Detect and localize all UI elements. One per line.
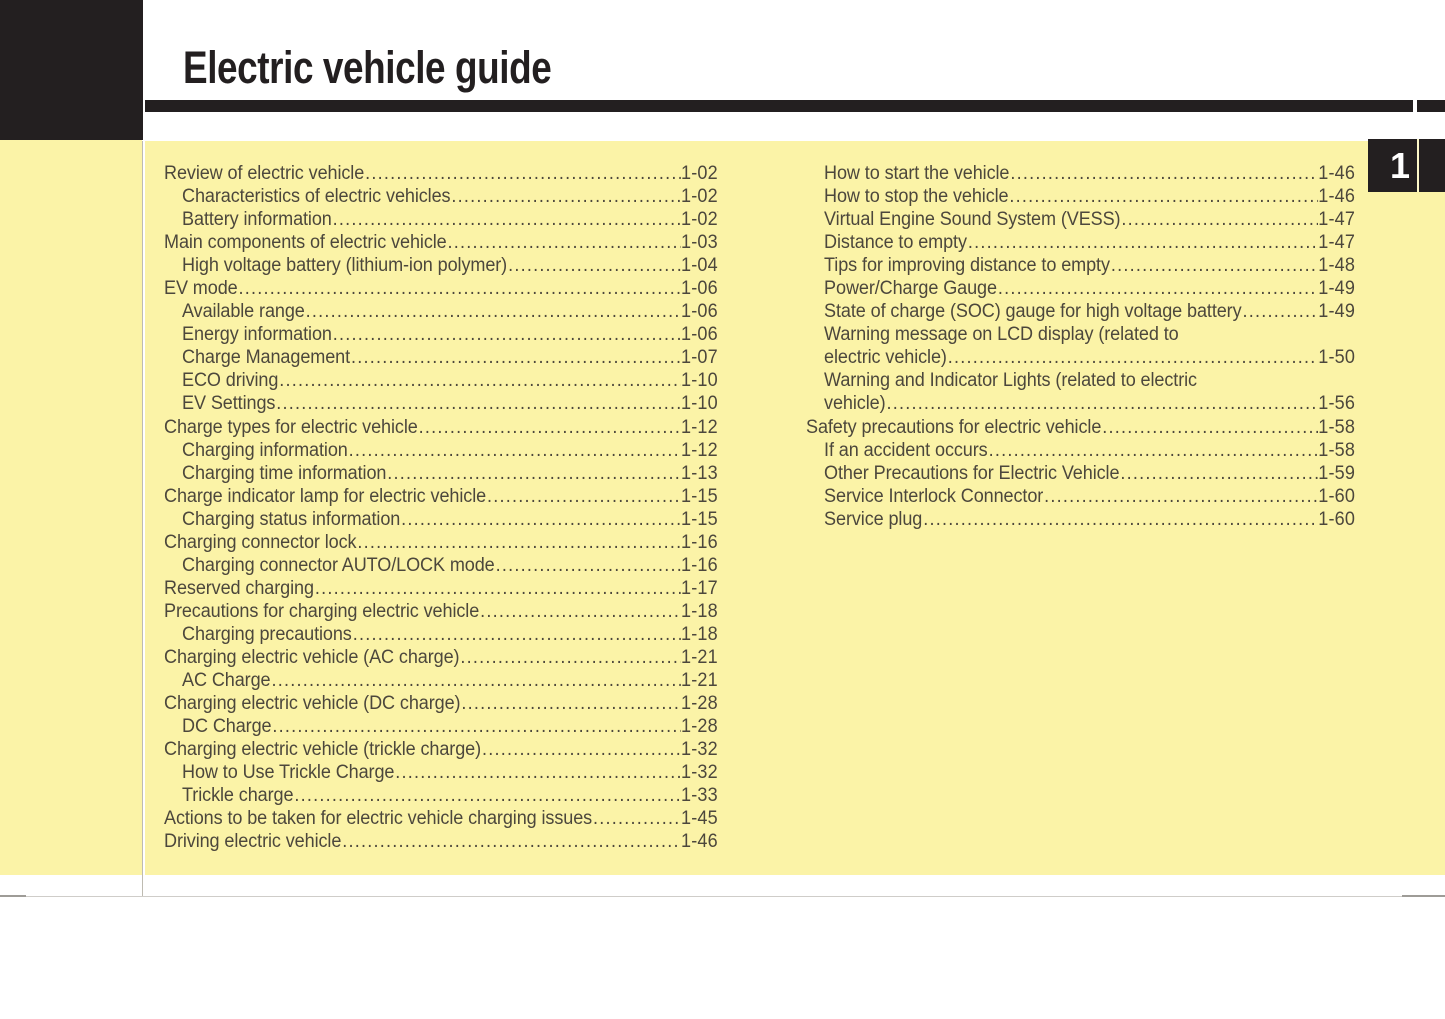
- toc-entry-label: How to Use Trickle Charge: [182, 762, 395, 784]
- toc-entry-page: 1-28: [680, 716, 718, 738]
- toc-entry-page: 1-47: [1318, 209, 1356, 231]
- toc-entry-leader: [341, 831, 681, 854]
- toc-entry-page: 1-60: [1318, 485, 1356, 507]
- toc-entry-leader: [947, 347, 1318, 370]
- toc-entry-label: Available range: [182, 301, 305, 323]
- toc-entry[interactable]: [164, 463, 718, 486]
- toc-entry-page: 1-06: [680, 301, 718, 323]
- toc-entry-leader: [1043, 486, 1318, 509]
- toc-entry-page: 1-02: [680, 209, 718, 231]
- toc-entry-label: Power/Charge Gauge: [824, 278, 997, 300]
- toc-entry[interactable]: [806, 324, 1355, 347]
- toc-entry-leader: [1009, 163, 1318, 186]
- toc-entry-page: 1-48: [1318, 255, 1356, 277]
- toc-entry-label: vehicle): [824, 393, 886, 415]
- toc-entry-page: 1-03: [680, 232, 718, 254]
- toc-entry-page: 1-21: [680, 646, 718, 668]
- footer-rule: [0, 896, 1445, 897]
- toc-entry[interactable]: [806, 301, 1355, 324]
- toc-entry-page: 1-10: [680, 370, 718, 392]
- toc-entry-label: Other Precautions for Electric Vehicle: [824, 462, 1120, 484]
- toc-entry-label: Charging status information: [182, 508, 401, 530]
- toc-entry[interactable]: [164, 831, 718, 854]
- toc-entry[interactable]: [806, 278, 1355, 301]
- toc-entry-leader: [885, 393, 1318, 416]
- left-margin-stripe: [0, 140, 142, 875]
- toc-entry[interactable]: [806, 440, 1355, 463]
- toc-entry-leader: [275, 393, 681, 416]
- page-title: Electric vehicle guide: [183, 42, 552, 93]
- toc-entry-label: ECO driving: [182, 370, 279, 392]
- toc-entry-label: Charging electric vehicle (DC charge): [164, 693, 461, 715]
- toc-entry-label: Tips for improving distance to empty: [824, 255, 1110, 277]
- toc-entry-leader: [481, 739, 681, 762]
- toc-entry-leader: [332, 209, 681, 232]
- toc-entry-page: 1-17: [680, 577, 718, 599]
- toc-entry[interactable]: [164, 301, 718, 324]
- toc-entry-leader: [1110, 255, 1318, 278]
- toc-entry-leader: [350, 347, 681, 370]
- toc-entry-page: 1-49: [1318, 278, 1356, 300]
- toc-entry-leader: [364, 163, 681, 186]
- toc-entry-leader: [332, 324, 681, 347]
- toc-entry-label: How to stop the vehicle: [824, 186, 1009, 208]
- toc-entry-page: 1-58: [1318, 416, 1356, 438]
- toc-entry-page: 1-02: [680, 186, 718, 208]
- toc-entry-page: 1-12: [680, 439, 718, 461]
- toc-entry[interactable]: [164, 647, 718, 670]
- toc-entry[interactable]: [164, 163, 718, 186]
- toc-entry-page: 1-15: [680, 485, 718, 507]
- toc-entry-page: 1-16: [680, 554, 718, 576]
- toc-entry[interactable]: [806, 347, 1355, 370]
- toc-entry[interactable]: [164, 555, 718, 578]
- toc-entry-leader: [1119, 463, 1318, 486]
- toc-entry[interactable]: [164, 232, 718, 255]
- toc-entry-label: How to start the vehicle: [824, 163, 1010, 184]
- toc-entry[interactable]: [164, 670, 718, 693]
- toc-entry[interactable]: [164, 532, 718, 555]
- toc-entry-page: 1-10: [680, 393, 718, 415]
- toc-entry-page: 1-06: [680, 324, 718, 346]
- title-rule-notch: [1413, 98, 1417, 114]
- toc-entry[interactable]: [806, 486, 1355, 509]
- toc-entry-page: 1-58: [1318, 439, 1356, 461]
- toc-entry-page: 1-50: [1318, 347, 1356, 369]
- toc-entry-page: 1-04: [680, 255, 718, 277]
- toc-entry[interactable]: [164, 347, 718, 370]
- toc-entry-label: EV mode: [164, 278, 238, 300]
- toc-entry-page: 1-18: [680, 623, 718, 645]
- toc-entry[interactable]: [164, 440, 718, 463]
- toc-entry[interactable]: [164, 624, 718, 647]
- toc-entry-label: Actions to be taken for electric vehicle charging issues: [164, 808, 593, 830]
- toc-entry-leader: [278, 370, 681, 393]
- toc-entry-label: Charging connector lock: [164, 531, 357, 553]
- toc-entry[interactable]: [806, 186, 1355, 209]
- toc-entry-leader: [967, 232, 1318, 255]
- toc-entry-label: EV Settings: [182, 393, 276, 415]
- toc-entry-label: Battery information: [182, 209, 332, 231]
- toc-entry[interactable]: [806, 255, 1355, 278]
- toc-entry[interactable]: [164, 278, 718, 301]
- toc-entry-leader: [479, 601, 681, 624]
- toc-entry-page: 1-59: [1318, 462, 1356, 484]
- toc-entry-leader: [447, 232, 681, 255]
- toc-entry-label: Safety precautions for electric vehicle: [806, 416, 1102, 438]
- toc-entry-leader: [460, 693, 681, 716]
- toc-entry[interactable]: [164, 393, 718, 416]
- toc-entry-page: 1-02: [680, 163, 718, 184]
- toc-entry-label: Warning and Indicator Lights (related to electric: [824, 370, 1197, 392]
- toc-entry[interactable]: [164, 417, 718, 440]
- chapter-tab-divider-line: [1417, 139, 1419, 192]
- toc-entry-label: Charging connector AUTO/LOCK mode: [182, 554, 495, 576]
- toc-entry-label: State of charge (SOC) gauge for high voltage battery: [824, 301, 1242, 323]
- toc-entry[interactable]: [164, 578, 718, 601]
- toc-entry[interactable]: [164, 785, 718, 808]
- toc-entry-leader: [495, 555, 681, 578]
- toc-entry-label: Virtual Engine Sound System (VESS): [824, 209, 1121, 231]
- toc-entry-leader: [507, 255, 681, 278]
- toc-entry-label: Review of electric vehicle: [164, 163, 365, 184]
- toc-entry-page: 1-49: [1318, 301, 1356, 323]
- toc-entry-label: Charge indicator lamp for electric vehicle: [164, 485, 487, 507]
- toc-entry-label: Driving electric vehicle: [164, 831, 342, 853]
- toc-entry-label: electric vehicle): [824, 347, 947, 369]
- toc-entry-leader: [271, 716, 680, 739]
- toc-entry-label: AC Charge: [182, 670, 271, 692]
- toc-entry[interactable]: [806, 417, 1355, 440]
- toc-entry-leader: [238, 278, 681, 301]
- toc-entry[interactable]: [164, 186, 718, 209]
- toc-entry-label: Characteristics of electric vehicles: [182, 186, 451, 208]
- toc-entry-label: Service plug: [824, 508, 923, 530]
- toc-entry[interactable]: [164, 370, 718, 393]
- chapter-tab: [1368, 139, 1445, 192]
- toc-entry[interactable]: [164, 808, 718, 831]
- toc-entry-page: 1-60: [1318, 508, 1356, 530]
- toc-entry-label: Charging time information: [182, 462, 387, 484]
- toc-entry-leader: [386, 463, 681, 486]
- column-divider-line: [142, 141, 143, 897]
- toc-entry[interactable]: [806, 370, 1355, 393]
- toc-entry-leader: [418, 417, 681, 440]
- toc-entry-page: 1-45: [680, 808, 718, 830]
- toc-entry-leader: [400, 509, 681, 532]
- toc-entry-leader: [352, 624, 681, 647]
- toc-entry-leader: [459, 647, 681, 670]
- toc-entry-leader: [293, 785, 681, 808]
- toc-entry-page: 1-21: [680, 670, 718, 692]
- chapter-corner-block: [0, 0, 143, 140]
- toc-entry-leader: [314, 578, 681, 601]
- chapter-number: 1: [1389, 145, 1411, 186]
- toc-entry-leader: [450, 186, 680, 209]
- toc-entry[interactable]: [806, 463, 1355, 486]
- toc-entry-leader: [997, 278, 1318, 301]
- toc-entry-leader: [988, 440, 1319, 463]
- toc-entry[interactable]: [164, 601, 718, 624]
- toc-entry-label: Reserved charging: [164, 577, 314, 599]
- footer-rule-right-segment: [1402, 895, 1445, 897]
- toc-entry[interactable]: [806, 163, 1355, 186]
- title-rule: [145, 100, 1445, 112]
- toc-entry-page: 1-46: [1318, 163, 1356, 184]
- toc-entry-label: Energy information: [182, 324, 332, 346]
- toc-entry-leader: [270, 670, 680, 693]
- toc-entry-page: 1-46: [680, 831, 718, 853]
- toc-entry[interactable]: [164, 209, 718, 232]
- toc-entry-leader: [922, 509, 1318, 532]
- toc-column-right: [806, 163, 1355, 532]
- toc-entry-leader: [394, 762, 681, 785]
- toc-entry[interactable]: [806, 393, 1355, 416]
- toc-entry[interactable]: [164, 739, 718, 762]
- toc-entry[interactable]: [164, 762, 718, 785]
- toc-entry-page: 1-12: [680, 416, 718, 438]
- toc-entry-page: 1-07: [680, 347, 718, 369]
- toc-entry-page: 1-06: [680, 278, 718, 300]
- toc-entry-page: 1-13: [680, 462, 718, 484]
- toc-entry[interactable]: [164, 324, 718, 347]
- toc-entry-label: Distance to empty: [824, 232, 967, 254]
- toc-entry-leader: [592, 808, 681, 831]
- toc-entry-page: 1-46: [1318, 186, 1356, 208]
- toc-entry-leader: [348, 440, 681, 463]
- footer-rule-left-segment: [0, 895, 26, 897]
- toc-entry-label: Charging precautions: [182, 623, 352, 645]
- toc-entry[interactable]: [806, 209, 1355, 232]
- toc-entry-leader: [356, 532, 680, 555]
- toc-entry[interactable]: [806, 232, 1355, 255]
- toc-entry[interactable]: [164, 716, 718, 739]
- toc-entry-label: DC Charge: [182, 716, 272, 738]
- toc-entry-leader: [1120, 209, 1318, 232]
- toc-entry-label: Service Interlock Connector: [824, 485, 1044, 507]
- toc-entry-page: 1-28: [680, 693, 718, 715]
- toc-column-left: [164, 163, 718, 854]
- toc-entry-page: 1-33: [680, 785, 718, 807]
- toc-entry-leader: [1008, 186, 1318, 209]
- toc-entry-label: Charging information: [182, 439, 348, 461]
- toc-entry-page: 1-18: [680, 600, 718, 622]
- toc-entry-label: Main components of electric vehicle: [164, 232, 447, 254]
- toc-entry-page: 1-56: [1318, 393, 1356, 415]
- toc-entry-label: Charge Management: [182, 347, 351, 369]
- toc-entry[interactable]: [164, 255, 718, 278]
- toc-entry-label: Precautions for charging electric vehicle: [164, 600, 480, 622]
- toc-entry-label: Charging electric vehicle (trickle charge): [164, 739, 482, 761]
- toc-entry-label: Charging electric vehicle (AC charge): [164, 646, 460, 668]
- toc-entry-page: 1-47: [1318, 232, 1356, 254]
- toc-entry[interactable]: [806, 509, 1355, 532]
- toc-entry-label: High voltage battery (lithium-ion polymer): [182, 255, 508, 277]
- toc-entry-label: If an accident occurs: [824, 439, 988, 461]
- toc-entry-leader: [305, 301, 681, 324]
- toc-entry[interactable]: [164, 693, 718, 716]
- toc-entry[interactable]: [164, 509, 718, 532]
- toc-entry-label: Trickle charge: [182, 785, 294, 807]
- toc-entry-leader: [1101, 417, 1318, 440]
- toc-entry[interactable]: [164, 486, 718, 509]
- toc-entry-page: 1-16: [680, 531, 718, 553]
- toc-entry-page: 1-32: [680, 739, 718, 761]
- toc-entry-label: Warning message on LCD display (related to: [824, 324, 1179, 346]
- toc-entry-leader: [1242, 301, 1319, 324]
- toc-entry-page: 1-32: [680, 762, 718, 784]
- toc-entry-page: 1-15: [680, 508, 718, 530]
- toc-entry-label: Charge types for electric vehicle: [164, 416, 418, 438]
- toc-entry-leader: [486, 486, 681, 509]
